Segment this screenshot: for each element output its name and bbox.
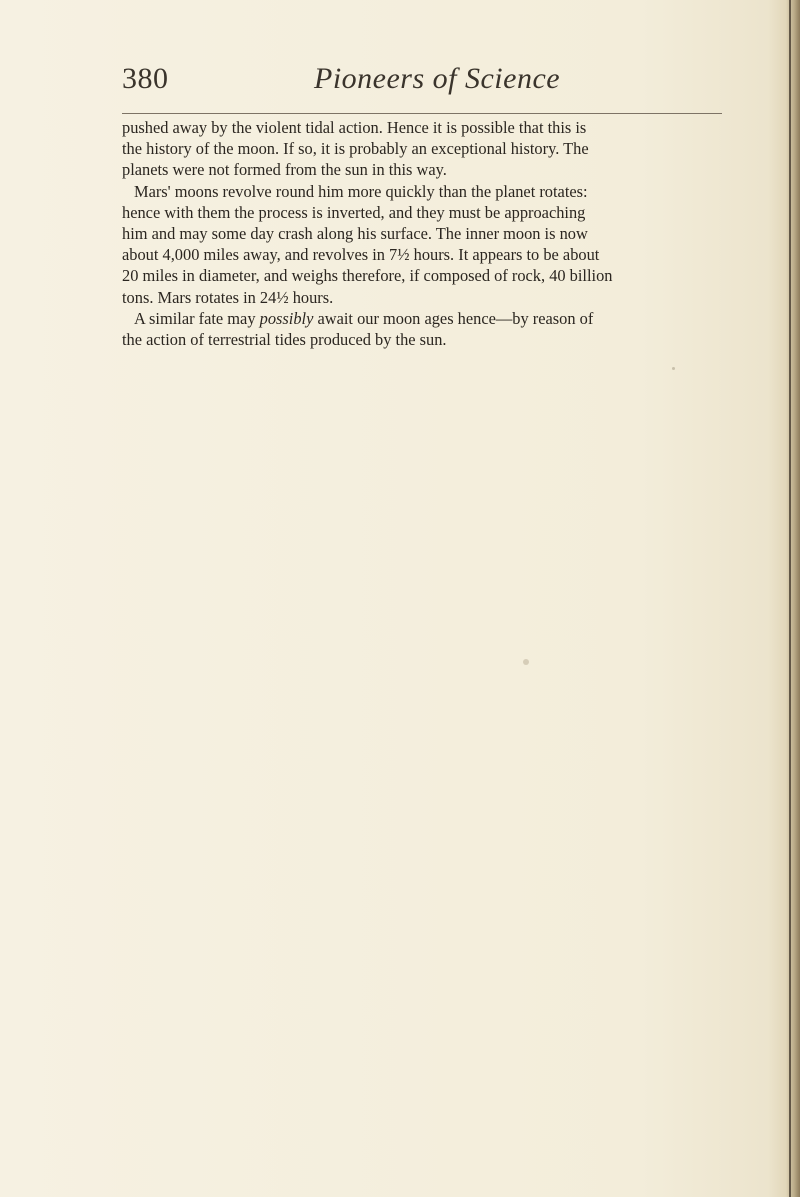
paper-speck — [672, 367, 675, 370]
text-line: Mars' moons revolve round him more quickly than the planet rotates: — [134, 181, 588, 201]
text-run: await our moon ages hence—by reason of — [313, 308, 594, 328]
text-line: tons. Mars rotates in 24½ hours. — [122, 287, 334, 307]
page-edge-line — [789, 0, 791, 1197]
text-line: about 4,000 miles away, and revolves in 7½ hours. It appears to be about — [122, 245, 600, 265]
text-line: planets were not formed from the sun in this way. — [122, 160, 447, 180]
header-rule — [122, 113, 722, 114]
paper-speck — [523, 659, 529, 665]
text-line — [122, 308, 742, 329]
running-title: Pioneers of Science — [314, 62, 561, 95]
text-line: hence with them the process is inverted, and they must be approaching — [122, 202, 586, 222]
page-header — [122, 62, 722, 106]
body-text — [122, 117, 742, 350]
text-line: the action of terrestrial tides produced by the sun. — [122, 330, 447, 350]
text-run: A similar fate may — [134, 308, 260, 328]
text-line: 20 miles in diameter, and weighs therefore, if composed of rock, 40 billion — [122, 266, 613, 286]
emphasis-text: possibly — [259, 308, 314, 328]
page-number: 380 — [122, 62, 169, 95]
text-line: pushed away by the violent tidal action. Hence it is possible that this is — [122, 118, 587, 137]
text-line: him and may some day crash along his surface. The inner moon is now — [122, 224, 588, 244]
text-line: the history of the moon. If so, it is probably an exceptional history. The — [122, 139, 589, 159]
